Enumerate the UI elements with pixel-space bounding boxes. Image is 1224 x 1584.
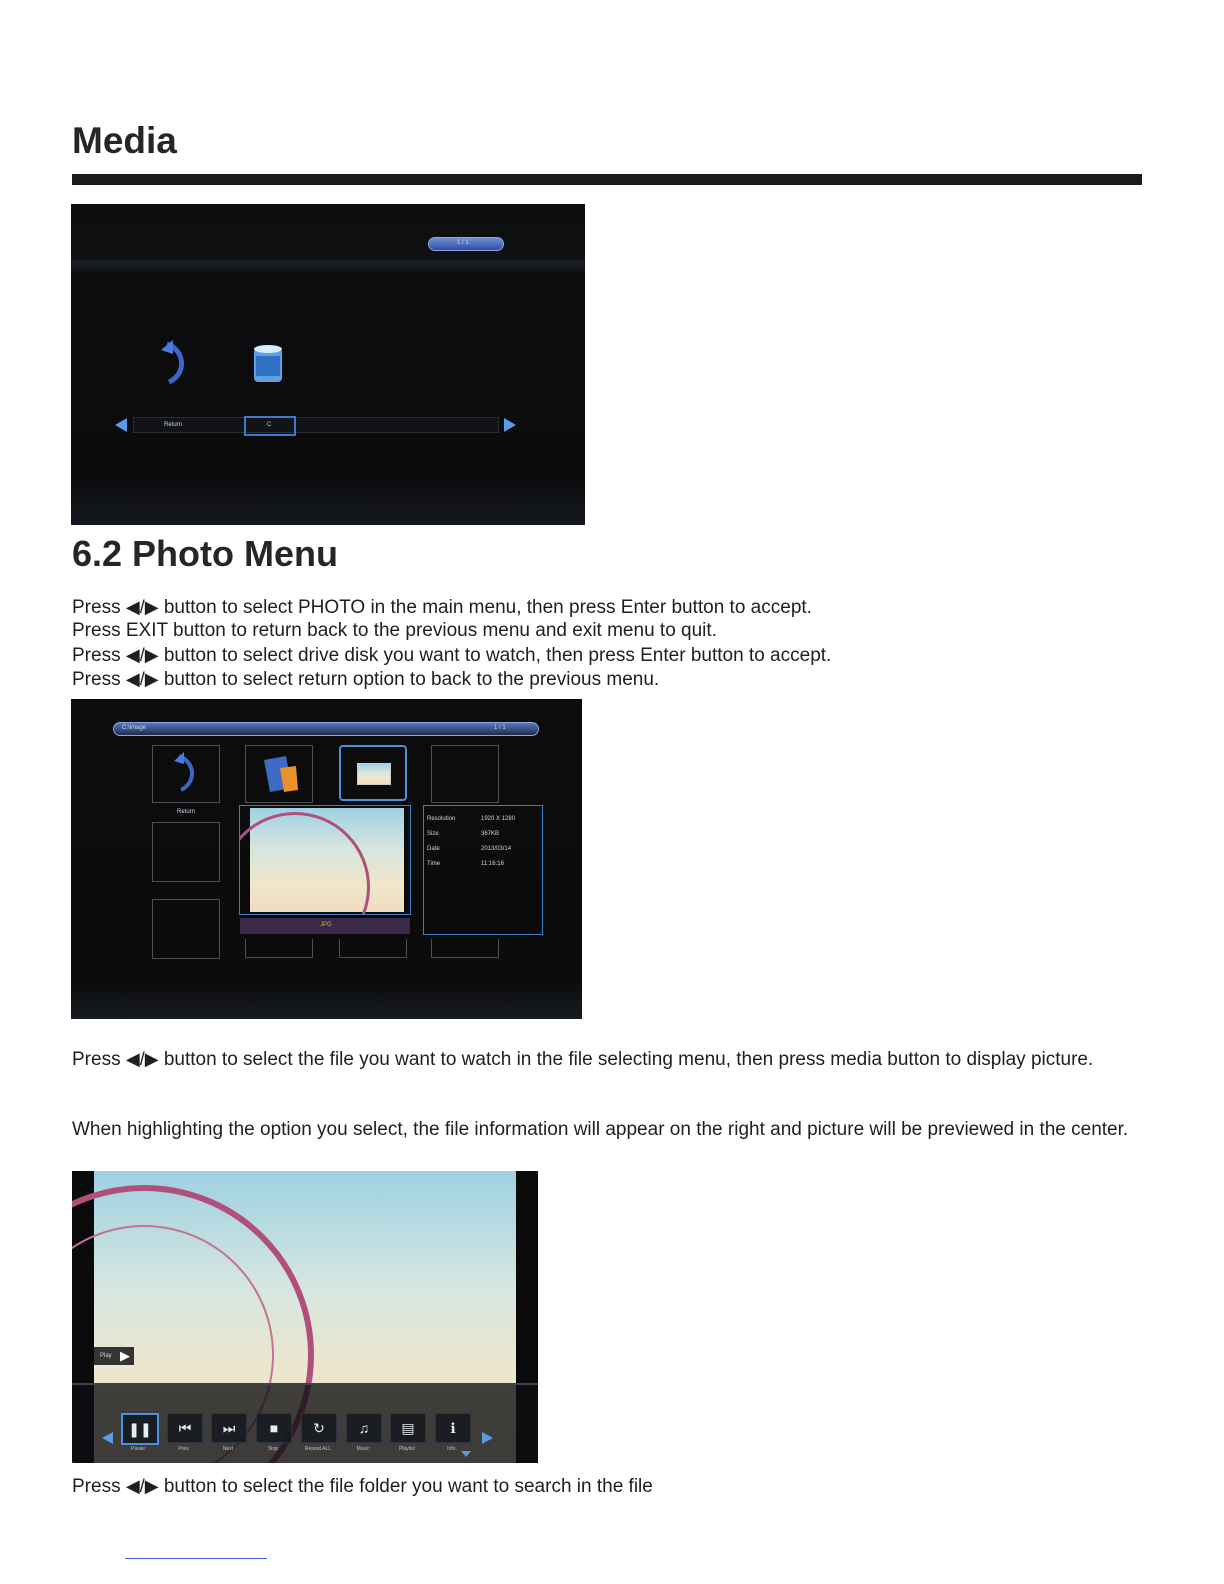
instruction-text: button to select drive disk you want to watch, then press Enter button to accept. — [163, 645, 832, 666]
instruction-2: Press EXIT button to return back to the previous menu and exit menu to quit. — [72, 620, 717, 641]
info-button[interactable]: ℹ — [435, 1413, 471, 1443]
arrow-keys-icon: ◀/▶ — [125, 1476, 159, 1496]
pause-label: Pause — [130, 1446, 146, 1452]
repeat-label: Repeat ALL — [304, 1446, 332, 1452]
preview-caption: JPG — [320, 922, 332, 928]
drive-label: C — [267, 422, 272, 428]
instruction-4 — [72, 667, 1152, 692]
selected-item-highlight[interactable] — [244, 416, 296, 436]
press-word: Press — [72, 669, 121, 690]
page-indicator: 1 / 1 — [494, 725, 506, 731]
left-arrow-icon[interactable] — [115, 418, 127, 432]
arrow-keys-icon: ◀/▶ — [125, 1049, 159, 1069]
drive-disk-icon — [251, 342, 285, 386]
instruction-5 — [72, 1047, 1152, 1072]
repeat-button[interactable]: ↻ — [301, 1413, 337, 1443]
photo-playback-screenshot — [72, 1171, 538, 1463]
press-word: Press — [72, 1049, 121, 1070]
page-indicator-pill — [428, 237, 504, 251]
play-badge — [94, 1347, 134, 1365]
info-key: Time — [427, 861, 441, 867]
info-value: 1920 X 1280 — [481, 816, 516, 822]
right-arrow-icon[interactable] — [504, 418, 516, 432]
title-rule — [72, 174, 1142, 185]
instruction-text: button to select PHOTO in the main menu, then press Enter button to accept. — [163, 597, 812, 618]
empty-tile[interactable] — [431, 939, 499, 958]
empty-tile[interactable] — [339, 939, 407, 958]
press-word: Press — [72, 1476, 121, 1497]
pause-button[interactable]: ❚❚ — [121, 1413, 159, 1445]
preview-image — [250, 808, 404, 912]
return-arrow-icon — [159, 340, 189, 386]
left-arrow-icon[interactable] — [102, 1432, 113, 1444]
file-info-panel — [423, 805, 543, 935]
arrow-keys-icon: ◀/▶ — [125, 669, 159, 689]
info-key: Date — [427, 846, 440, 852]
image-thumbnail — [357, 763, 391, 785]
empty-tile[interactable] — [152, 822, 220, 882]
playlist-button[interactable]: ▤ — [390, 1413, 426, 1443]
info-key: Resolution — [427, 816, 456, 822]
file-browser-screenshot — [71, 699, 582, 1019]
return-tile[interactable] — [152, 745, 220, 803]
ferris-wheel — [239, 812, 370, 915]
return-label: Return — [164, 422, 183, 428]
arrow-keys-icon: ◀/▶ — [125, 645, 159, 665]
arrow-keys-icon: ◀/▶ — [125, 597, 159, 617]
folder-tile[interactable] — [245, 745, 313, 803]
play-icon: ▶ — [120, 1348, 130, 1363]
down-arrow-icon[interactable] — [461, 1451, 471, 1457]
info-value: 2013/03/14 — [481, 846, 512, 852]
drive-select-screenshot — [71, 204, 585, 525]
prev-label: Prev. — [178, 1446, 190, 1452]
page-title: Media — [72, 120, 177, 161]
section-heading: 6.2 Photo Menu — [72, 533, 339, 574]
instruction-1 — [72, 595, 1152, 620]
return-arrow-icon — [173, 752, 199, 794]
instruction-6: When highlighting the option you select, the file information will appear on the right and picture will be previewed in the center. — [72, 1119, 1129, 1140]
image-file-tile-selected[interactable] — [339, 745, 407, 801]
return-label: Return — [177, 809, 196, 815]
press-word: Press — [72, 645, 121, 666]
instruction-text: button to select the file folder you want to search in the file — [163, 1476, 653, 1497]
next-label: Next — [222, 1446, 234, 1452]
next-button[interactable]: ⏭ — [211, 1413, 247, 1443]
bottom-rule — [125, 1558, 267, 1559]
instruction-3 — [72, 643, 1152, 668]
music-button[interactable]: ♫ — [346, 1413, 382, 1443]
stop-button[interactable]: ■ — [256, 1413, 292, 1443]
instruction-text: button to select the file you want to watch in the file selecting menu, then press media button to display picture. — [163, 1049, 1094, 1070]
preview-panel — [239, 805, 411, 915]
page-indicator: 1 / 1 — [457, 240, 469, 246]
info-label: Info. — [447, 1446, 457, 1452]
info-value: 11:16:16 — [481, 861, 504, 867]
info-key: Size — [427, 831, 439, 837]
empty-tile[interactable] — [245, 939, 313, 958]
photo-folder-icon — [260, 754, 300, 794]
stop-label: Stop — [267, 1446, 279, 1452]
right-arrow-icon[interactable] — [482, 1432, 493, 1444]
item-label-bar — [133, 417, 499, 433]
empty-tile[interactable] — [431, 745, 499, 803]
play-label: Play — [100, 1353, 112, 1359]
path-label: C:\image — [122, 725, 147, 731]
instruction-7 — [72, 1474, 1152, 1499]
music-label: Music — [356, 1446, 370, 1452]
preview-caption-bar — [240, 918, 410, 934]
empty-tile[interactable] — [152, 899, 220, 959]
path-header-bar — [113, 722, 539, 736]
playback-control-bar — [72, 1383, 538, 1463]
prev-button[interactable]: ⏮ — [167, 1413, 203, 1443]
instruction-text: button to select return option to back to the previous menu. — [163, 669, 660, 690]
playlist-label: Playlist — [399, 1446, 415, 1452]
info-value: 367KB — [481, 831, 500, 837]
press-word: Press — [72, 597, 121, 618]
